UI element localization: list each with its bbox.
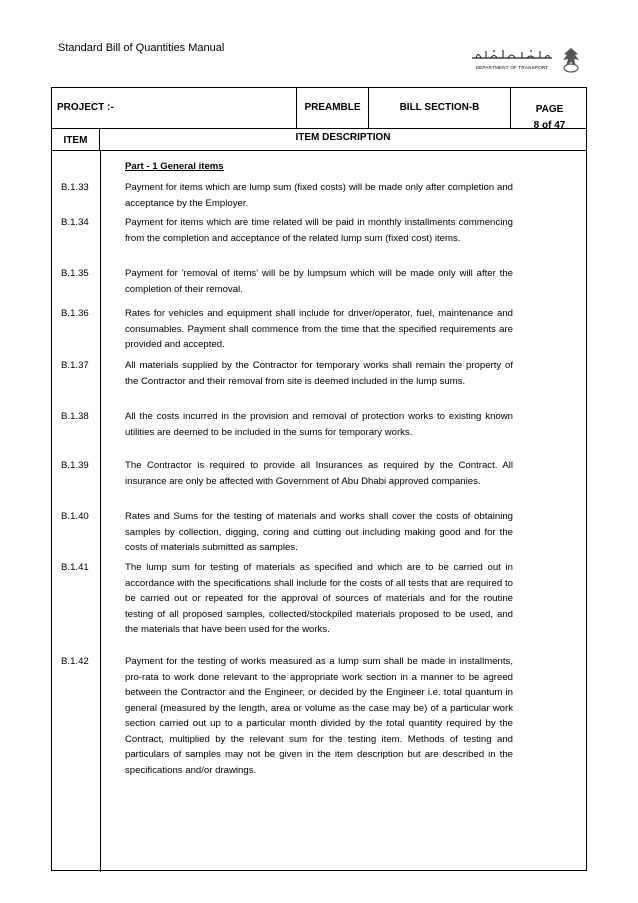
item-description: Payment for items which are lump sum (fixed costs) will be made only after completion and acceptance by the Employer.: [125, 182, 513, 209]
part-heading: Part - 1 General items: [125, 161, 224, 172]
item-code: B.1.40: [61, 511, 89, 522]
item-description: Rates and Sums for the testing of materials and works shall cover the costs of obtaining samples by collection, digging, coring and cutting out including making good and for the costs of materials submitted as samples.: [125, 511, 513, 553]
falcon-emblem-icon: [558, 46, 584, 74]
item-description: The Contractor is required to provide all Insurances as required by the Contract. All insurance are only be affected with Government of Abu Dhabi approved companies.: [125, 460, 513, 487]
item-code: B.1.34: [61, 217, 89, 228]
item-description: Payment for 'removal of items' will be by lumpsum which will be made only will after the completion of their removal.: [125, 268, 513, 295]
column-divider: [100, 151, 101, 872]
item-code: B.1.35: [61, 268, 89, 279]
item-description: All materials supplied by the Contractor for temporary works shall remain the property of the Contractor and their removal from site is deemed included in the lump sums.: [125, 360, 513, 387]
item-code: B.1.42: [61, 656, 89, 667]
item-description: Rates for vehicles and equipment shall include for driver/operator, fuel, maintenance and consumables. Payment shall commence from the time that the specified requirements are provided and accepted.: [125, 308, 513, 350]
item-description: Payment for items which are time related will be paid in monthly installments commencing from the completion and acceptance of the related lump sum (fixed cost) items.: [125, 217, 513, 244]
page-indicator: [511, 88, 588, 131]
item-description: The lump sum for testing of materials as specified and which are to be carried out in accordance with the specifications shall include for the costs of all tests that are required to be carried out or repeated for the approval of sources of materials and for the routine testing of all proposed samples, collected/stockpiled materials proposed to be used, and the materials that have been used for the works.: [125, 562, 513, 635]
arabic-calligraphy-logo-icon: [470, 48, 554, 62]
column-headers: [52, 129, 586, 151]
item-code: B.1.37: [61, 360, 89, 371]
department-name: DEPARTMENT OF TRANSPORT: [475, 65, 549, 70]
item-column-header: ITEM: [52, 129, 100, 150]
item-code: B.1.33: [61, 182, 89, 193]
bill-section-label: BILL SECTION-B: [369, 88, 511, 128]
manual-title: Standard Bill of Quantities Manual: [58, 42, 225, 54]
sheet-header: [52, 88, 586, 129]
item-code: B.1.36: [61, 308, 89, 319]
page-number: 8 of 47: [533, 120, 566, 131]
item-code: B.1.39: [61, 460, 89, 471]
item-description: All the costs incurred in the provision and removal of protection works to existing known utilities are deemed to be included in the sums for temporary works.: [125, 411, 513, 438]
item-description: Payment for the testing of works measured as a lump sum shall be made in installments, pro-rata to work done relevant to the appropriate work section in a manner to be agreed between the Contractor and the Engineer, or decided by the Engineer i.e. total quantum in general (measured by the length, area or volume as the case may be) of a particular work section carried out up to a particular month divided by the total quantity required by the Contract, multiplied by the relevant sum for the testing item. Methods of testing and particulars of samples may not be given in the item description but are described in the specifications and/or drawings.: [125, 656, 513, 776]
page-label: PAGE: [535, 104, 564, 115]
department-logo: [462, 46, 584, 76]
item-code: B.1.38: [61, 411, 89, 422]
preamble-label: PREAMBLE: [297, 88, 369, 128]
bill-sheet: [51, 87, 587, 871]
item-code: B.1.41: [61, 562, 89, 573]
project-label: PROJECT :-: [52, 88, 297, 128]
description-column-header: ITEM DESCRIPTION: [295, 132, 391, 143]
